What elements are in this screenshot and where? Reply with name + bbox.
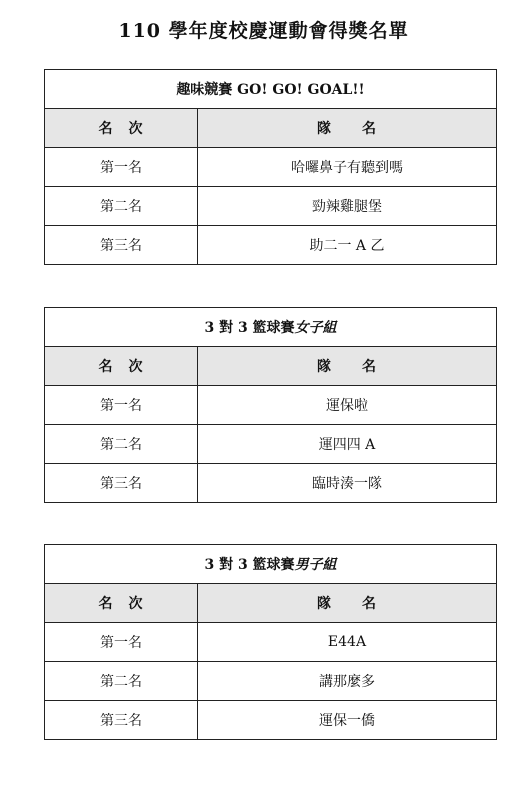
rank-cell: 第三名	[45, 464, 198, 503]
table-caption-row	[45, 545, 497, 584]
table-caption	[45, 70, 497, 109]
team-cell: 講那麼多	[198, 662, 497, 701]
caption-main: 3 對 3 籃球賽	[204, 320, 295, 336]
table-caption	[45, 308, 497, 347]
team-cell: 運四四 A	[198, 425, 497, 464]
table-row	[45, 701, 497, 740]
table-caption	[45, 545, 497, 584]
header-team: 隊 名	[198, 347, 497, 386]
header-rank: 名 次	[45, 109, 198, 148]
rank-cell: 第一名	[45, 386, 198, 425]
rank-cell: 第三名	[45, 226, 198, 265]
basketball-men-table	[44, 544, 497, 740]
rank-cell: 第一名	[45, 623, 198, 662]
rank-cell: 第二名	[45, 425, 198, 464]
header-rank: 名 次	[45, 347, 198, 386]
rank-cell: 第二名	[45, 187, 198, 226]
table-row	[45, 386, 497, 425]
rank-cell: 第二名	[45, 662, 198, 701]
table-row	[45, 226, 497, 265]
table-row	[45, 187, 497, 226]
caption-sub: 男子組	[294, 557, 337, 573]
team-cell: 勁辣雞腿堡	[198, 187, 497, 226]
page-title: 110 學年度校慶運動會得獎名單	[118, 20, 409, 42]
team-cell: 哈囉鼻子有聽到嗎	[198, 148, 497, 187]
header-rank: 名 次	[45, 584, 198, 623]
header-team: 隊 名	[198, 584, 497, 623]
table-row	[45, 662, 497, 701]
rank-cell: 第三名	[45, 701, 198, 740]
table-header-row	[45, 347, 497, 386]
header-team: 隊 名	[198, 109, 497, 148]
table-caption-row	[45, 308, 497, 347]
team-cell: E44A	[198, 623, 497, 662]
basketball-women-table	[44, 307, 497, 503]
table-row	[45, 623, 497, 662]
team-cell: 助二一 A 乙	[198, 226, 497, 265]
team-cell: 臨時湊一隊	[198, 464, 497, 503]
table-header-row	[45, 584, 497, 623]
team-cell: 運保一僑	[198, 701, 497, 740]
table-caption-row	[45, 70, 497, 109]
caption-main: 趣味競賽 GO! GO! GOAL!!	[176, 82, 365, 98]
table-row	[45, 464, 497, 503]
table-row	[45, 425, 497, 464]
caption-main: 3 對 3 籃球賽	[204, 557, 295, 573]
team-cell: 運保啦	[198, 386, 497, 425]
table-row	[45, 148, 497, 187]
fun-competition-table	[44, 69, 497, 265]
rank-cell: 第一名	[45, 148, 198, 187]
caption-sub: 女子組	[294, 320, 337, 336]
table-header-row	[45, 109, 497, 148]
